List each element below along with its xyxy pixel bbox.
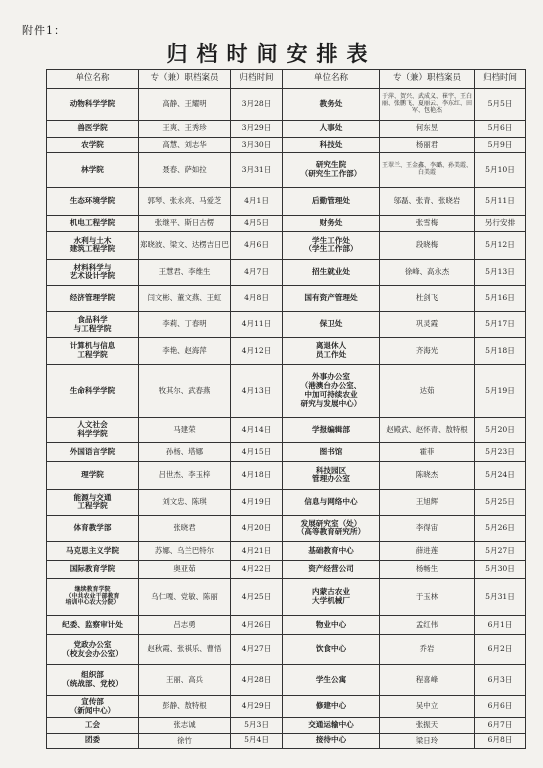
archivist-cell: 陈晓杰: [380, 461, 475, 490]
unit-name-cell: 人事处: [283, 120, 380, 137]
archive-date-cell: 4月12日: [231, 338, 283, 364]
unit-name-cell: 生态环境学院: [47, 187, 139, 216]
page-title: 归档时间安排表: [166, 41, 377, 66]
archivist-cell: 闫文彬、董文燕、王虹: [139, 285, 231, 311]
archivist-cell: 张晓君: [139, 515, 231, 541]
table-row: [47, 187, 526, 216]
table-row: [47, 364, 526, 417]
archive-date-cell: 4月15日: [231, 443, 283, 461]
column-header: 专（兼）职档案员: [380, 70, 475, 89]
archivist-cell: 张雪梅: [380, 216, 475, 231]
archivist-cell: 高静、王耀明: [139, 89, 231, 121]
unit-name-cell: 纪委、监察审计处: [47, 616, 139, 634]
table-row: [47, 231, 526, 260]
archivist-cell: 邬磊、张青、张晓岩: [380, 187, 475, 216]
archive-date-cell: 5月3日: [231, 718, 283, 733]
unit-name-cell: 宣传部 （新闻中心）: [47, 695, 139, 717]
archivist-cell: 何东昱: [380, 120, 475, 137]
archive-date-cell: 5月10日: [475, 153, 526, 188]
archive-date-cell: 5月13日: [475, 260, 526, 285]
unit-name-cell: 离退休人 员工作处: [283, 338, 380, 364]
table-row: [47, 634, 526, 665]
archivist-cell: 王旭辉: [380, 490, 475, 515]
column-header: 归档时间: [231, 70, 283, 89]
archivist-cell: 王慧君、李维生: [139, 260, 231, 285]
archive-date-cell: 4月21日: [231, 542, 283, 561]
table-row: [47, 665, 526, 696]
archive-date-cell: 6月7日: [475, 718, 526, 733]
archive-date-cell: 5月5日: [475, 89, 526, 121]
table-row: [47, 120, 526, 137]
archive-date-cell: 5月26日: [475, 515, 526, 541]
archivist-cell: 赵殿武、赵怀青、敖特根: [380, 417, 475, 442]
unit-name-cell: 体育教学部: [47, 515, 139, 541]
archive-date-cell: 4月28日: [231, 665, 283, 696]
archive-date-cell: 3月30日: [231, 137, 283, 152]
unit-name-cell: 外国语言学院: [47, 443, 139, 461]
archivist-cell: 牧其尔、武春燕: [139, 364, 231, 417]
archivist-cell: 郭琴、张永亮、马爱芝: [139, 187, 231, 216]
unit-name-cell: 农学院: [47, 137, 139, 152]
column-header: 单位名称: [47, 70, 139, 89]
unit-name-cell: 后勤管理处: [283, 187, 380, 216]
archivist-cell: 王爽、王秀珍: [139, 120, 231, 137]
archivist-cell: 彭静、敖特根: [139, 695, 231, 717]
archivist-cell: 吕世杰、李玉梓: [139, 461, 231, 490]
unit-name-cell: 图书馆: [283, 443, 380, 461]
table-row: [47, 443, 526, 461]
unit-name-cell: 理学院: [47, 461, 139, 490]
unit-name-cell: 组织部 （统战部、党校）: [47, 665, 139, 696]
unit-name-cell: 生命科学学院: [47, 364, 139, 417]
unit-name-cell: 人文社会 科学学院: [47, 417, 139, 442]
archive-date-cell: 5月9日: [475, 137, 526, 152]
archive-date-cell: 4月18日: [231, 461, 283, 490]
archive-date-cell: 5月6日: [475, 120, 526, 137]
archivist-cell: 徐竹: [139, 733, 231, 748]
archivist-cell: 张志诚: [139, 718, 231, 733]
archive-date-cell: 5月16日: [475, 285, 526, 311]
archivist-cell: 杜剑飞: [380, 285, 475, 311]
archive-date-cell: 4月14日: [231, 417, 283, 442]
table-row: [47, 461, 526, 490]
archivist-cell: 巩灵霞: [380, 311, 475, 337]
unit-name-cell: 兽医学院: [47, 120, 139, 137]
table-row: [47, 515, 526, 541]
unit-name-cell: 修建中心: [283, 695, 380, 717]
archive-date-cell: 5月12日: [475, 231, 526, 260]
archive-date-cell: 3月31日: [231, 153, 283, 188]
unit-name-cell: 保卫处: [283, 311, 380, 337]
unit-name-cell: 外事办公室 （港澳台办公室、 中加可持续农业 研究与发展中心）: [283, 364, 380, 417]
unit-name-cell: 学报编辑部: [283, 417, 380, 442]
archivist-cell: 达茹: [380, 364, 475, 417]
archive-date-cell: 4月20日: [231, 515, 283, 541]
archivist-cell: 苏娜、乌兰巴特尔: [139, 542, 231, 561]
archivist-cell: 刘文忠、陈琪: [139, 490, 231, 515]
unit-name-cell: 食品科学 与工程学院: [47, 311, 139, 337]
archive-date-cell: 5月18日: [475, 338, 526, 364]
unit-name-cell: 招生就业处: [283, 260, 380, 285]
table-row: [47, 285, 526, 311]
archivist-cell: 马建荣: [139, 417, 231, 442]
archivist-cell: 吴中立: [380, 695, 475, 717]
unit-name-cell: 交通运输中心: [283, 718, 380, 733]
archivist-cell: 齐海光: [380, 338, 475, 364]
archivist-cell: 徐峰、高永杰: [380, 260, 475, 285]
unit-name-cell: 动物科学学院: [47, 89, 139, 121]
archivist-cell: 李得宙: [380, 515, 475, 541]
archive-date-cell: 4月7日: [231, 260, 283, 285]
archive-date-cell: 5月30日: [475, 561, 526, 578]
table-row: [47, 89, 526, 121]
archivist-cell: 郑晓波、梁文、达楞吉日巴: [139, 231, 231, 260]
archivist-cell: 张振天: [380, 718, 475, 733]
unit-name-cell: 材料科学与 艺术设计学院: [47, 260, 139, 285]
unit-name-cell: 发展研究室（处） （高等教育研究所）: [283, 515, 380, 541]
unit-name-cell: 马克思主义学院: [47, 542, 139, 561]
archivist-cell: 程喜峰: [380, 665, 475, 696]
unit-name-cell: 能源与交通 工程学院: [47, 490, 139, 515]
archive-date-cell: 4月11日: [231, 311, 283, 337]
unit-name-cell: 基础教育中心: [283, 542, 380, 561]
archive-date-cell: 3月28日: [231, 89, 283, 121]
table-row: [47, 216, 526, 231]
table-row: [47, 338, 526, 364]
archive-date-cell: 4月25日: [231, 578, 283, 616]
unit-name-cell: 经济管理学院: [47, 285, 139, 311]
archive-date-cell: 5月11日: [475, 187, 526, 216]
archivist-cell: 奥亚茹: [139, 561, 231, 578]
archivist-cell: 薛进莲: [380, 542, 475, 561]
table-row: [47, 561, 526, 578]
unit-name-cell: 计算机与信息 工程学院: [47, 338, 139, 364]
unit-name-cell: 内蒙古农业 大学机械厂: [283, 578, 380, 616]
archive-date-cell: 5月17日: [475, 311, 526, 337]
table-row: [47, 153, 526, 188]
archive-date-cell: 4月26日: [231, 616, 283, 634]
unit-name-cell: 研究生院 （研究生工作部）: [283, 153, 380, 188]
archivist-cell: 于萍、贺兴、武成义、崔宇、王白丽、张鹏飞、夏丽云、李东红、田军、包艳杰: [380, 89, 475, 121]
unit-name-cell: 物业中心: [283, 616, 380, 634]
archive-date-cell: 4月19日: [231, 490, 283, 515]
archive-date-cell: 6月8日: [475, 733, 526, 748]
archivist-cell: 李莉、丁春明: [139, 311, 231, 337]
table-row: [47, 417, 526, 442]
archive-date-cell: 3月29日: [231, 120, 283, 137]
archive-date-cell: 5月19日: [475, 364, 526, 417]
archivist-cell: 孙杨、塔娜: [139, 443, 231, 461]
unit-name-cell: 水利与土木 建筑工程学院: [47, 231, 139, 260]
unit-name-cell: 接待中心: [283, 733, 380, 748]
archivist-cell: 张继平、斯日古楞: [139, 216, 231, 231]
column-header: 专（兼）职档案员: [139, 70, 231, 89]
archivist-cell: 吕志勇: [139, 616, 231, 634]
unit-name-cell: 林学院: [47, 153, 139, 188]
archive-date-cell: 5月24日: [475, 461, 526, 490]
archive-date-cell: 6月1日: [475, 616, 526, 634]
archive-date-cell: 4月29日: [231, 695, 283, 717]
unit-name-cell: 财务处: [283, 216, 380, 231]
archive-date-cell: 4月6日: [231, 231, 283, 260]
table-row: [47, 260, 526, 285]
archivist-cell: 王丽、高兵: [139, 665, 231, 696]
unit-name-cell: 继续教育学院 （中共农业干部教育 培训中心农大分院）: [47, 578, 139, 616]
archivist-cell: 孟红伟: [380, 616, 475, 634]
unit-name-cell: 科技园区 管理办公室: [283, 461, 380, 490]
archive-date-cell: 5月31日: [475, 578, 526, 616]
archive-date-cell: 另行安排: [475, 216, 526, 231]
unit-name-cell: 教务处: [283, 89, 380, 121]
unit-name-cell: 国有资产管理处: [283, 285, 380, 311]
archive-date-cell: 4月1日: [231, 187, 283, 216]
unit-name-cell: 科技处: [283, 137, 380, 152]
unit-name-cell: 机电工程学院: [47, 216, 139, 231]
archive-date-cell: 4月5日: [231, 216, 283, 231]
table-row: [47, 542, 526, 561]
table-row: [47, 695, 526, 717]
unit-name-cell: 信息与网络中心: [283, 490, 380, 515]
archivist-cell: 王翠兰、王金鑫、李璐、孙美霞、白美霞: [380, 153, 475, 188]
unit-name-cell: 工会: [47, 718, 139, 733]
archive-date-cell: 6月2日: [475, 634, 526, 665]
unit-name-cell: 饮食中心: [283, 634, 380, 665]
archivist-cell: 赵秋霞、张祺乐、曹悟: [139, 634, 231, 665]
archivist-cell: 杨丽君: [380, 137, 475, 152]
unit-name-cell: 学生工作处 （学生工作部）: [283, 231, 380, 260]
unit-name-cell: 党政办公室 （校友会办公室）: [47, 634, 139, 665]
archivist-cell: 霍菲: [380, 443, 475, 461]
unit-name-cell: 资产经营公司: [283, 561, 380, 578]
table-header-row: [47, 70, 526, 89]
archivist-cell: 聂春、萨如拉: [139, 153, 231, 188]
archive-date-cell: 5月4日: [231, 733, 283, 748]
column-header: 单位名称: [283, 70, 380, 89]
archive-date-cell: 5月27日: [475, 542, 526, 561]
table-row: [47, 490, 526, 515]
archivist-cell: 乔岩: [380, 634, 475, 665]
archive-date-cell: 4月27日: [231, 634, 283, 665]
attachment-label: 附件1：: [22, 24, 66, 37]
archivist-cell: 高慧、刘志华: [139, 137, 231, 152]
unit-name-cell: 学生公寓: [283, 665, 380, 696]
column-header: 归档时间: [475, 70, 526, 89]
table-row: [47, 718, 526, 733]
archivist-cell: 杨畅生: [380, 561, 475, 578]
unit-name-cell: 国际教育学院: [47, 561, 139, 578]
archive-schedule-table: [46, 69, 526, 749]
archive-date-cell: 4月13日: [231, 364, 283, 417]
archivist-cell: 段晓梅: [380, 231, 475, 260]
archive-date-cell: 5月20日: [475, 417, 526, 442]
table-row: [47, 137, 526, 152]
archive-date-cell: 5月25日: [475, 490, 526, 515]
archive-date-cell: 4月8日: [231, 285, 283, 311]
archive-date-cell: 6月6日: [475, 695, 526, 717]
table-row: [47, 578, 526, 616]
archivist-cell: 乌仁嘎、党敏、陈丽: [139, 578, 231, 616]
archive-date-cell: 4月22日: [231, 561, 283, 578]
archive-date-cell: 5月23日: [475, 443, 526, 461]
table-row: [47, 311, 526, 337]
unit-name-cell: 团委: [47, 733, 139, 748]
table-row: [47, 733, 526, 748]
table-row: [47, 616, 526, 634]
archivist-cell: 于玉林: [380, 578, 475, 616]
archive-date-cell: 6月3日: [475, 665, 526, 696]
archivist-cell: 李艳、赵海萍: [139, 338, 231, 364]
archivist-cell: 梁日玲: [380, 733, 475, 748]
